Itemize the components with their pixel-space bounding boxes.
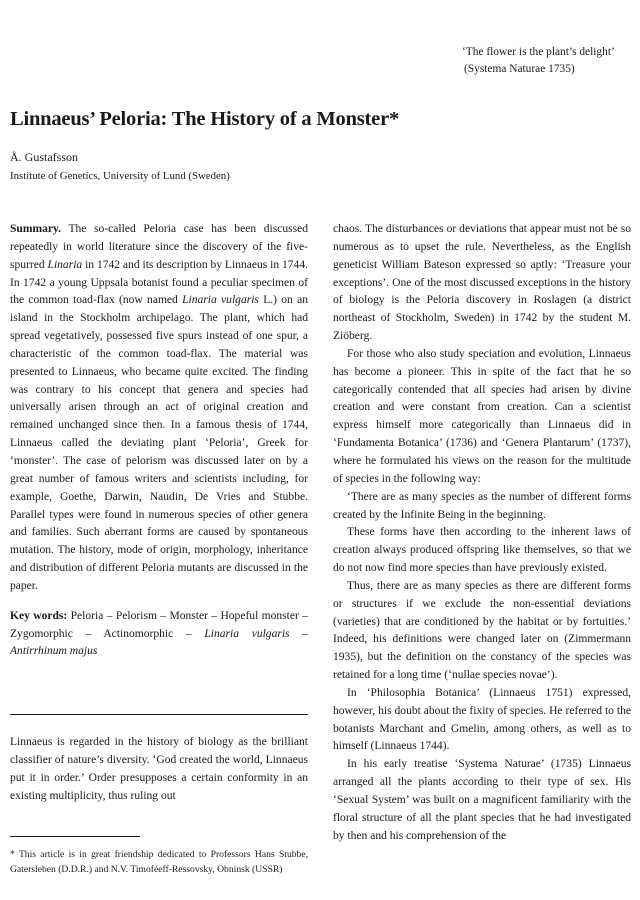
footnote-divider xyxy=(10,836,140,837)
keywords-paragraph xyxy=(10,608,308,662)
body-paragraph: Thus, there are as many species as there are different forms or structures if we exclude the non-essential deviations (varieties) that are conditioned by the habitat or by fortuities.’ Indeed, his definitions were changed later on (Zimmermann 1935), but the definition on the constancy of the species was retained for a long time (‘nullae species novae’). xyxy=(333,579,631,682)
keywords-label: Key words: xyxy=(10,609,68,622)
keywords-plain: Peloria – Pelorism – Monster – Hopeful monster – Zygomorphic – Actinomorphic – xyxy=(10,609,309,640)
section-divider xyxy=(10,714,308,715)
right-column xyxy=(333,221,631,900)
epigraph-quote: ‘The flower is the plant’s delight’ xyxy=(462,46,615,58)
summary-label: Summary. xyxy=(10,223,62,235)
keywords-italic: Linaria vulgaris – Antirrhinum majus xyxy=(10,627,308,658)
footnote: * This article is in great friendship dedicated to Professors Hans Stubbe, Gatersleben (D.D.R.) and N.V. Timoféeff-Ressovsky, Obninsk (USSR) xyxy=(10,849,308,875)
epigraph-source: (Systema Naturae 1735) xyxy=(464,63,575,75)
author-name: Å. Gustafsson xyxy=(10,150,78,164)
summary-text-1: The so-called Peloria case has been discussed repeatedly in world literature since the discovery of the five-spurred xyxy=(10,223,308,271)
left-column xyxy=(10,221,308,661)
article-title: Linnaeus’ Peloria: The History of a Monster* xyxy=(10,108,400,130)
intro-paragraph: Linnaeus is regarded in the history of biology as the brilliant classifier of nature’s diversity. ‘God created the world, Linnaeus put it in order.’ Order presupposes a certain conformity in an existing multiplicity, thus ruling out xyxy=(10,736,308,802)
body-paragraph: ‘There are as many species as the number of different forms created by the Infinite Being in the beginning. xyxy=(333,490,631,521)
summary-text-2: in 1742 and its description by Linnaeus in 1744. In 1742 a young Uppsala botanist found a peculiar specimen of the common toad-flax (now named xyxy=(10,258,308,307)
body-paragraph: These forms have then according to the inherent laws of creation always produced offspring like themselves, so that we do not now find more species than have previously existed. xyxy=(333,526,631,575)
summary-paragraph xyxy=(10,221,308,596)
summary-italic-1: Linaria xyxy=(47,258,83,271)
body-paragraph: chaos. The disturbances or deviations that appear must not be so numerous as to upset the rule. Nevertheless, as the English geneticist William Bateson expressed so aptly: ‘Treasure your exceptions’. One of the most discussed exceptions in the history of biology is the Peloria discovery in Roslagen (a district northeast of Stockholm, Sweden) in 1742 by the student M. Ziöberg. xyxy=(333,223,631,343)
summary-italic-2: Linaria vulgaris xyxy=(182,294,259,307)
author-affiliation: Institute of Genetics, University of Lund (Sweden) xyxy=(10,170,230,182)
body-paragraph: For those who also study speciation and evolution, Linnaeus has become a pioneer. This in spite of the fact that he so categorically contended that all species had arisen by divine creation and were constant from creation. Can a scientist express himself more categorically than Linnaeus did in ‘Fundamenta Botanica’ (1736) and ‘Genera Plantarum’ (1737), where he formulated his views on the reason for the multitude of species in the following way: xyxy=(333,347,631,485)
epigraph xyxy=(462,44,634,78)
summary-text-3: L.) on an island in the Stockholm archipelago. The plant, which had spread vegetatively, possessed five spurs instead of one spur, a characteristic of the common toad-flax. The material was presented to Linnaeus, who became quite excited. The finding was contrary to his concept that genera and species had universally arisen through an act of original creation and remained unchanged since then. In a famous thesis of 1744, Linnaeus called the deviating plant ‘Peloria’, Greek for ‘monster’. The case of pelorism was discussed later on by a great number of famous writers and scientists including, for example, Goethe, Darwin, Naudin, De Vries and Stubbe. Parallel types were found in numerous species of other genera and families. Such aberrant forms are caused by spontaneous mutation. The history, mode of origin, morphology, inheritance and distribution of different Peloria mutants are discussed in the paper. xyxy=(10,294,309,592)
body-paragraph: In ‘Philosophia Botanica’ (Linnaeus 1751) expressed, however, his doubt about the fixity of species. He referred to the botanists Marchant and Gmelin, among others, as well as to himself (Linnaeus 1744). xyxy=(333,686,631,753)
body-paragraph: In his early treatise ‘Systema Naturae’ (1735) Linnaeus arranged all the plants according to their type of sex. His ‘Sexual System’ was built on a magnificent familiarity with the floral structure of all the plant species that he had investigated by then and his comprehension of the xyxy=(333,758,631,842)
